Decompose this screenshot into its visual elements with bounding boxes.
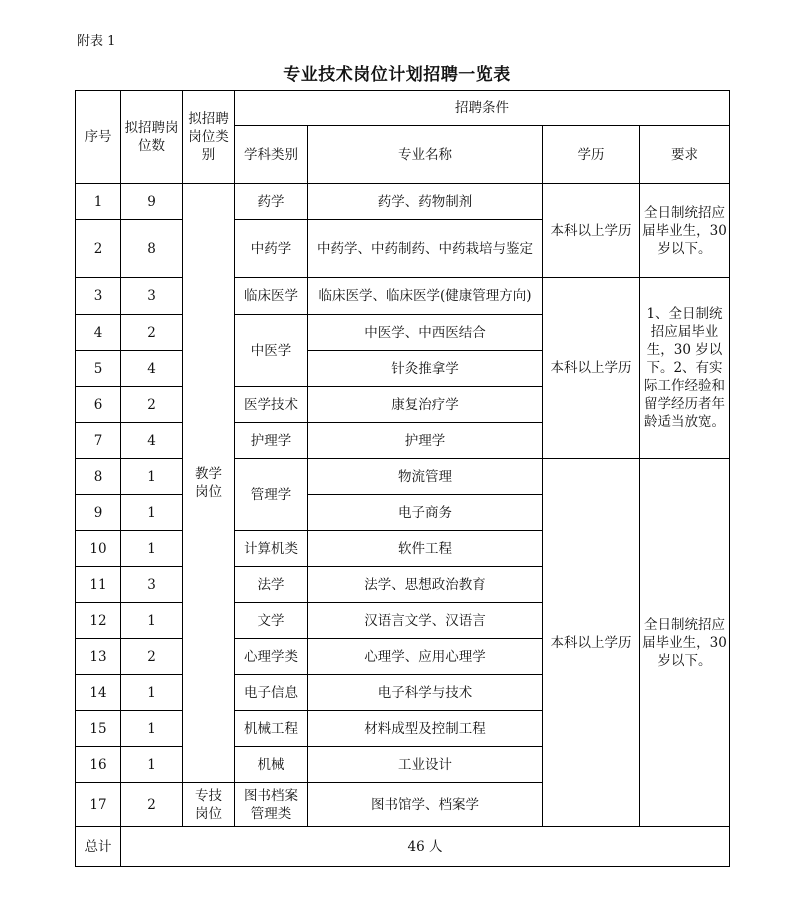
header-post-type: 拟招聘岗位类别 <box>183 91 235 184</box>
education-cell: 本科以上学历 <box>543 278 640 459</box>
major-cell: 中医学、中西医结合 <box>308 315 543 351</box>
major-cell: 图书馆学、档案学 <box>308 783 543 827</box>
discipline-cell: 管理学 <box>235 459 308 531</box>
count-cell: 1 <box>121 711 183 747</box>
seq-cell: 13 <box>76 639 121 675</box>
major-cell: 康复治疗学 <box>308 387 543 423</box>
major-cell: 电子商务 <box>308 495 543 531</box>
header-conditions: 招聘条件 <box>235 91 730 126</box>
seq-cell: 9 <box>76 495 121 531</box>
header-row-1 <box>76 91 730 126</box>
discipline-cell: 法学 <box>235 567 308 603</box>
header-education: 学历 <box>543 126 640 184</box>
requirement-cell: 1、全日制统招应届毕业生，30 岁以下。2、有实际工作经验和留学经历者年龄适当放宽。 <box>640 278 730 459</box>
count-cell: 4 <box>121 351 183 387</box>
count-cell: 8 <box>121 220 183 278</box>
major-cell: 软件工程 <box>308 531 543 567</box>
count-cell: 9 <box>121 184 183 220</box>
seq-cell: 15 <box>76 711 121 747</box>
count-cell: 2 <box>121 315 183 351</box>
seq-cell: 14 <box>76 675 121 711</box>
discipline-cell: 护理学 <box>235 423 308 459</box>
count-cell: 1 <box>121 459 183 495</box>
major-cell: 药学、药物制剂 <box>308 184 543 220</box>
major-cell: 电子科学与技术 <box>308 675 543 711</box>
discipline-cell: 电子信息 <box>235 675 308 711</box>
discipline-cell: 临床医学 <box>235 278 308 315</box>
count-cell: 2 <box>121 783 183 827</box>
header-discipline: 学科类别 <box>235 126 308 184</box>
seq-cell: 12 <box>76 603 121 639</box>
table-row <box>76 184 730 220</box>
discipline-cell: 文学 <box>235 603 308 639</box>
major-cell: 心理学、应用心理学 <box>308 639 543 675</box>
seq-cell: 11 <box>76 567 121 603</box>
major-cell: 物流管理 <box>308 459 543 495</box>
seq-cell: 7 <box>76 423 121 459</box>
seq-cell: 4 <box>76 315 121 351</box>
count-cell: 1 <box>121 747 183 783</box>
post-type-technical: 专技岗位 <box>183 783 235 827</box>
discipline-cell: 图书档案管理类 <box>235 783 308 827</box>
discipline-cell: 计算机类 <box>235 531 308 567</box>
header-post-count: 拟招聘岗位数 <box>121 91 183 184</box>
header-major: 专业名称 <box>308 126 543 184</box>
major-cell: 护理学 <box>308 423 543 459</box>
discipline-cell: 机械 <box>235 747 308 783</box>
page-title: 专业技术岗位计划招聘一览表 <box>283 65 511 85</box>
total-label: 总计 <box>76 827 121 867</box>
education-cell: 本科以上学历 <box>543 459 640 827</box>
seq-cell: 16 <box>76 747 121 783</box>
count-cell: 1 <box>121 603 183 639</box>
seq-cell: 6 <box>76 387 121 423</box>
major-cell: 法学、思想政治教育 <box>308 567 543 603</box>
major-cell: 汉语言文学、汉语言 <box>308 603 543 639</box>
seq-cell: 17 <box>76 783 121 827</box>
count-cell: 2 <box>121 639 183 675</box>
count-cell: 3 <box>121 567 183 603</box>
annex-label: 附表 1 <box>77 34 116 49</box>
seq-cell: 2 <box>76 220 121 278</box>
post-type-teaching: 教学岗位 <box>183 184 235 783</box>
seq-cell: 3 <box>76 278 121 315</box>
table-row <box>76 459 730 495</box>
requirement-cell: 全日制统招应届毕业生，30 岁以下。 <box>640 184 730 278</box>
header-requirement: 要求 <box>640 126 730 184</box>
major-cell: 临床医学、临床医学(健康管理方向) <box>308 278 543 315</box>
seq-cell: 10 <box>76 531 121 567</box>
total-value: 46 人 <box>121 827 730 867</box>
requirement-cell: 全日制统招应届毕业生，30 岁以下。 <box>640 459 730 827</box>
discipline-cell: 机械工程 <box>235 711 308 747</box>
table-row <box>76 278 730 315</box>
major-cell: 材料成型及控制工程 <box>308 711 543 747</box>
seq-cell: 8 <box>76 459 121 495</box>
discipline-cell: 药学 <box>235 184 308 220</box>
major-cell: 工业设计 <box>308 747 543 783</box>
count-cell: 1 <box>121 675 183 711</box>
total-row <box>76 827 730 867</box>
count-cell: 4 <box>121 423 183 459</box>
major-cell: 中药学、中药制药、中药栽培与鉴定 <box>308 220 543 278</box>
discipline-cell: 中医学 <box>235 315 308 387</box>
count-cell: 1 <box>121 495 183 531</box>
count-cell: 1 <box>121 531 183 567</box>
seq-cell: 5 <box>76 351 121 387</box>
seq-cell: 1 <box>76 184 121 220</box>
major-cell: 针灸推拿学 <box>308 351 543 387</box>
count-cell: 3 <box>121 278 183 315</box>
education-cell: 本科以上学历 <box>543 184 640 278</box>
discipline-cell: 心理学类 <box>235 639 308 675</box>
discipline-cell: 医学技术 <box>235 387 308 423</box>
discipline-cell: 中药学 <box>235 220 308 278</box>
recruitment-table <box>75 90 730 867</box>
header-seq: 序号 <box>76 91 121 184</box>
count-cell: 2 <box>121 387 183 423</box>
